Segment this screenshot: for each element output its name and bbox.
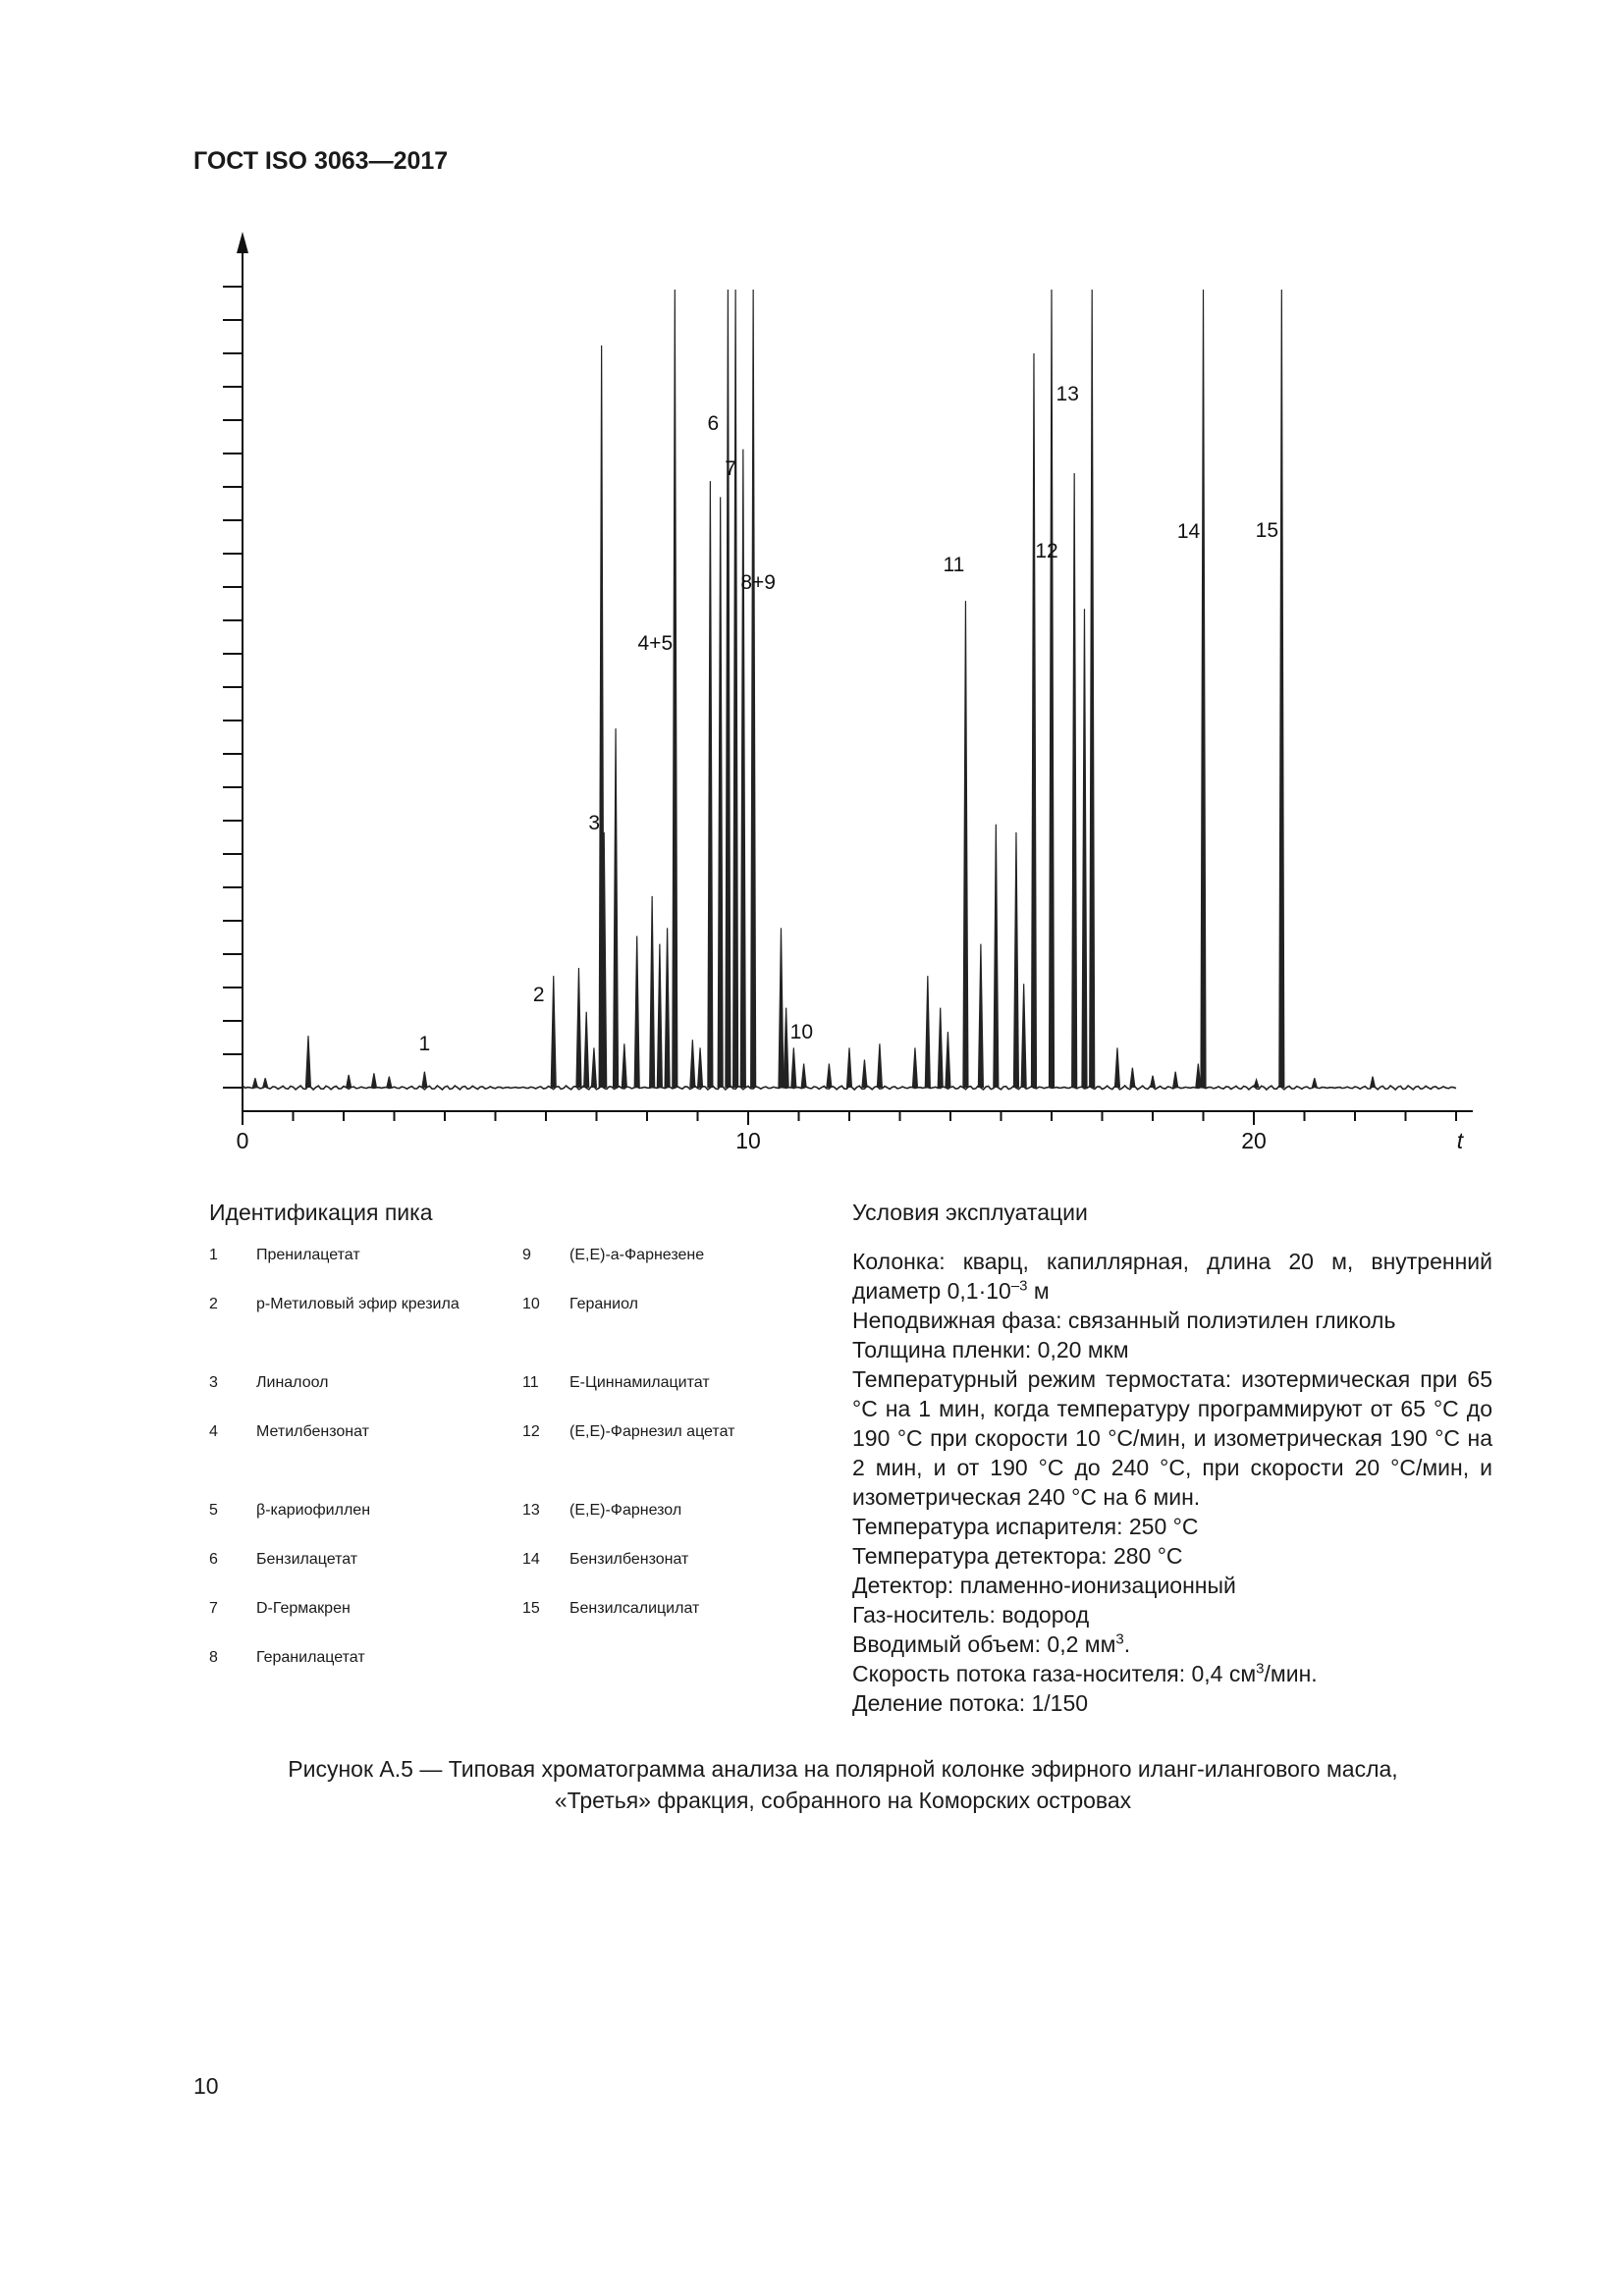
minor-peak <box>634 936 639 1088</box>
minor-peak <box>650 896 655 1088</box>
peak-10 <box>791 1047 796 1088</box>
peak-label-14: 14 <box>1176 520 1201 543</box>
operating-conditions <box>852 1247 1492 1718</box>
caption-line-2: «Третья» фракция, собранного на Коморских островах <box>554 1788 1132 1813</box>
peak-label-7: 7 <box>725 457 736 480</box>
peak-label-4-5: 4+5 <box>637 632 674 655</box>
condition-phase: Неподвижная фаза: связанный полиэтилен гликоль <box>852 1308 1396 1333</box>
condition-volume: Вводимый объем: 0,2 $мм^3$. <box>852 1630 1131 1657</box>
minor-peak <box>1254 1080 1259 1088</box>
minor-peak <box>1013 832 1018 1088</box>
peak-number: 1 <box>209 1247 218 1263</box>
minor-peak <box>1082 609 1087 1088</box>
x-tick-label: 0 <box>236 1128 249 1153</box>
peak-6 <box>726 290 731 1088</box>
condition-injector: Температура испарителя: 250 °С <box>852 1514 1199 1539</box>
x-axis-label: t <box>1456 1128 1464 1153</box>
minor-peak <box>779 928 784 1088</box>
minor-peak <box>690 1040 695 1088</box>
peak-14 <box>1201 290 1206 1088</box>
peak-number: 15 <box>522 1600 540 1617</box>
peak-8-9 <box>751 290 756 1088</box>
peak-number: 9 <box>522 1247 531 1263</box>
peak-7 <box>733 290 738 1088</box>
peak-4-5 <box>673 290 677 1088</box>
peak-name: E-Циннамилацитат <box>569 1374 710 1391</box>
peak-1 <box>422 1072 427 1088</box>
peak-label-13: 13 <box>1056 383 1079 405</box>
minor-peak <box>347 1075 352 1088</box>
peak-number: 8 <box>209 1649 218 1666</box>
y-axis-arrow <box>237 232 248 253</box>
peak-label-1: 1 <box>418 1033 431 1055</box>
minor-peak <box>978 944 983 1088</box>
minor-peak <box>698 1047 703 1088</box>
peak-label-8-9: 8+9 <box>740 571 776 594</box>
minor-peak <box>925 976 930 1088</box>
x-tick-label: 10 <box>735 1128 761 1153</box>
chart-axes <box>223 232 1473 1153</box>
peak-number: 3 <box>209 1374 218 1391</box>
minor-peak <box>1196 1064 1201 1088</box>
peak-name: D-Гермакрен <box>256 1600 351 1617</box>
minor-peak <box>263 1078 268 1088</box>
conditions-title: Условия эксплуатации <box>852 1200 1088 1225</box>
peak-number: 12 <box>522 1423 540 1440</box>
condition-film: Толщина пленки: 0,20 мкм <box>852 1337 1129 1362</box>
peak-label-15: 15 <box>1255 519 1279 542</box>
peak-name: (E,E)-Фарнезил ацетат <box>569 1423 735 1440</box>
document-header: ГОСТ ISO 3063—2017 <box>193 147 449 175</box>
caption-line-1: Рисунок А.5 — Типовая хроматограмма анализа на полярной колонке эфирного иланг-илангового масла, <box>288 1756 1398 1782</box>
minor-peak <box>801 1064 806 1088</box>
figure-caption <box>193 1753 1492 1816</box>
peak-label-6: 6 <box>707 412 720 435</box>
condition-thermostat: Температурный режим термостата: изотермическая при 65 °С на 1 мин, когда температуру программируют от 65 °С до 190 °С при скорости 10 °С/мин, и изометрическая 190 °С на 2 мин, и от 190 °С до 240 °С, при скорости 20 °С/мин, и изометрическая 240 °С на 6 мин. <box>852 1366 1492 1510</box>
minor-peak <box>622 1043 626 1088</box>
minor-peak <box>1371 1077 1376 1088</box>
minor-peak <box>938 1008 943 1088</box>
condition-column: Колонка: кварц, капиллярная, длина 20 м, внутренний диаметр $0,1\cdot 10^{-3}$ м <box>852 1249 1492 1304</box>
minor-peak <box>1312 1078 1317 1088</box>
peak-name: Бензилацетат <box>256 1551 358 1568</box>
minor-peak <box>708 481 713 1088</box>
peak-11 <box>963 601 968 1088</box>
minor-peak <box>718 497 723 1088</box>
peak-labels <box>419 383 1278 1055</box>
minor-peak <box>847 1047 852 1088</box>
x-tick-label: 20 <box>1241 1128 1267 1153</box>
minor-peak <box>665 928 670 1088</box>
page-number: 10 <box>193 2073 219 2099</box>
peak-identification-title: Идентификация пика <box>209 1200 433 1225</box>
peak-label-3: 3 <box>588 812 601 834</box>
minor-peak <box>740 450 745 1088</box>
condition-detector: Детектор: пламенно-ионизационный <box>852 1573 1236 1598</box>
peak-number: 7 <box>209 1600 218 1617</box>
peak-name: Метилбензонат <box>256 1423 369 1440</box>
minor-peak <box>614 728 619 1088</box>
peak-label-12: 12 <box>1035 540 1058 562</box>
minor-peak <box>994 825 999 1088</box>
peak-number: 13 <box>522 1502 540 1519</box>
peak-number: 10 <box>522 1296 540 1312</box>
peak-2 <box>551 976 556 1088</box>
peak-name: (E,E)-a-Фарнезене <box>569 1247 705 1263</box>
peak-13 <box>1090 290 1095 1088</box>
minor-peak <box>1072 473 1077 1088</box>
minor-peak <box>946 1032 950 1088</box>
condition-flow: Скорость потока газа-носителя: 0,4 $см^3$/мин. <box>852 1660 1318 1686</box>
minor-peak <box>827 1064 832 1088</box>
peak-name: Линалоол <box>256 1374 329 1391</box>
peak-number: 2 <box>209 1296 218 1312</box>
peak-label-10: 10 <box>789 1021 814 1043</box>
minor-peak <box>1021 984 1026 1088</box>
peak-label-11: 11 <box>943 554 965 576</box>
peak-label-2: 2 <box>532 984 545 1006</box>
condition-detector-temp: Температура детектора: 280 °С <box>852 1543 1183 1569</box>
minor-peak <box>1031 353 1036 1088</box>
minor-peak <box>387 1077 392 1088</box>
peak-number: 6 <box>209 1551 218 1568</box>
condition-carrier: Газ-носитель: водород <box>852 1602 1090 1628</box>
minor-peak <box>591 1047 596 1088</box>
peak-15 <box>1279 290 1284 1088</box>
minor-peak <box>1130 1068 1135 1088</box>
minor-peak <box>252 1078 257 1088</box>
minor-peak <box>305 1036 310 1088</box>
peak-name: Геранилацетат <box>256 1649 365 1666</box>
peak-name: Пренилацетат <box>256 1247 360 1263</box>
minor-peak <box>657 944 662 1088</box>
peak-name: (E,E)-Фарнезол <box>569 1502 682 1519</box>
peak-number: 11 <box>522 1374 539 1391</box>
minor-peak <box>877 1043 882 1088</box>
minor-peak <box>584 1012 589 1088</box>
minor-peak <box>1173 1072 1178 1088</box>
peak-name: p-Метиловый эфир крезила <box>256 1296 460 1312</box>
peak-name: Бензилбензонат <box>569 1551 689 1568</box>
peak-name: β-кариофиллен <box>256 1502 371 1519</box>
peak-number: 4 <box>209 1423 218 1440</box>
minor-peak <box>1151 1076 1156 1088</box>
peak-12 <box>1050 290 1055 1088</box>
minor-peak <box>862 1060 867 1088</box>
peak-number: 5 <box>209 1502 218 1519</box>
minor-peak <box>784 1008 788 1088</box>
condition-split: Деление потока: 1/150 <box>852 1690 1089 1716</box>
peak-name: Бензилсалицилат <box>569 1600 700 1617</box>
peak-name: Гераниол <box>569 1296 638 1312</box>
minor-peak <box>576 968 581 1088</box>
minor-peak <box>912 1047 917 1088</box>
peak-number: 14 <box>522 1551 540 1568</box>
minor-peak <box>371 1073 376 1088</box>
chromatogram-trace <box>243 290 1456 1090</box>
minor-peak <box>1114 1047 1119 1088</box>
